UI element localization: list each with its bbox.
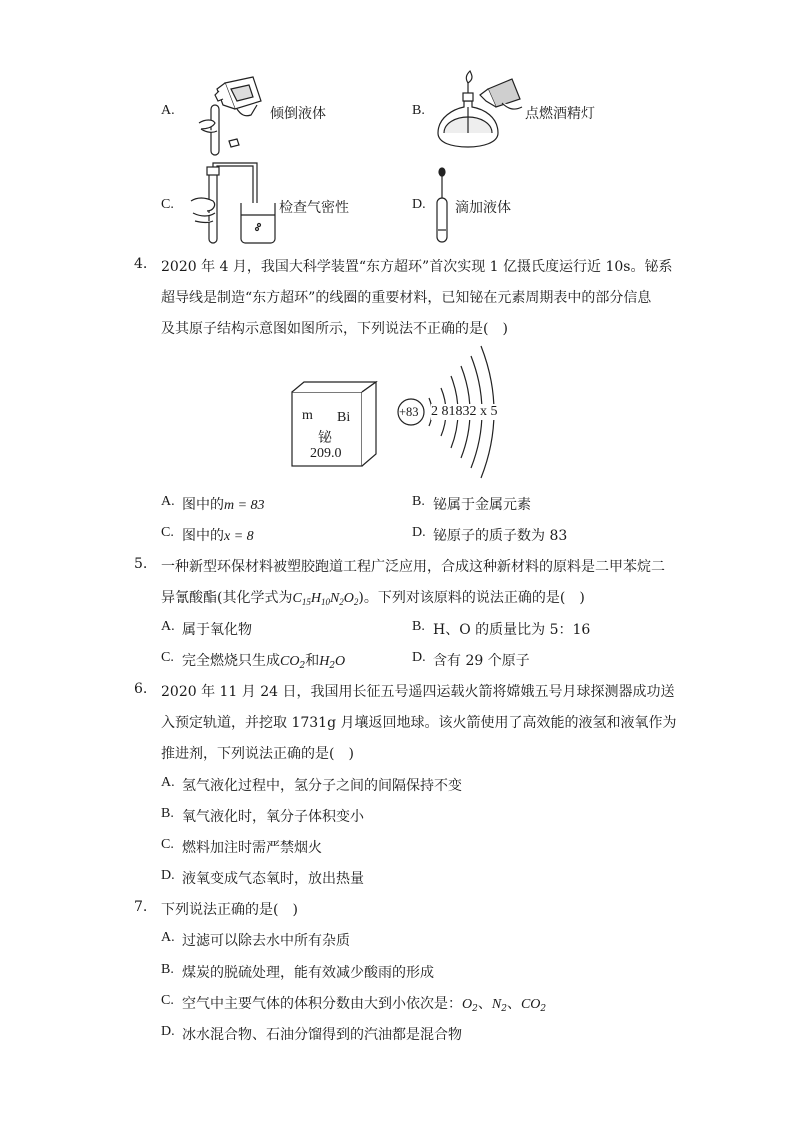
q7-stem: 下列说法正确的是( )	[161, 902, 298, 918]
q5-option-a-letter: A.	[161, 619, 175, 634]
formula-n-sub: 2	[339, 597, 344, 607]
q7-option-b-text: 煤炭的脱硫处理，能有效减少酸雨的形成	[182, 965, 434, 981]
lighting-alcohol-lamp-illustration	[432, 73, 524, 153]
q7-option-c-text	[182, 993, 546, 1014]
q4-option-b-text: 铋属于金属元素	[433, 497, 531, 513]
element-box-m: m	[302, 408, 313, 423]
q5-line-2	[161, 587, 585, 607]
element-box-symbol: Bi	[337, 410, 351, 425]
q5-option-b-letter: B.	[412, 619, 425, 634]
q6-number: 6.	[134, 681, 148, 697]
dropping-liquid-illustration	[434, 168, 450, 244]
q7-option-c-o: O	[462, 997, 473, 1012]
q5-option-c-pre: 完全燃烧只生成	[182, 653, 280, 669]
q3-option-c-label: 检查气密性	[279, 200, 349, 216]
q3-option-d-letter: D.	[412, 197, 426, 212]
q4-line-3: 及其原子结构示意图如图所示，下列说法不正确的是( )	[161, 321, 508, 337]
q7-option-d-text: 冰水混合物、石油分馏得到的汽油都是混合物	[182, 1027, 462, 1043]
q7-option-c-n: N	[491, 997, 502, 1012]
q5-line-2-pre: 异氰酸酯(其化学式为	[161, 590, 293, 606]
q4-option-a-text	[182, 494, 265, 514]
q4-option-a-math: m = 83	[224, 498, 265, 513]
q7-option-d-letter: D.	[161, 1024, 175, 1039]
q3-option-d-label: 滴加液体	[455, 200, 511, 216]
q4-option-a-pre: 图中的	[182, 497, 224, 513]
q7-option-c-letter: C.	[161, 993, 174, 1008]
q6-option-c-letter: C.	[161, 837, 174, 852]
q5-formula	[292, 591, 358, 606]
q5-option-c-co-sub: 2	[299, 661, 306, 671]
q4-option-c-text	[182, 525, 254, 545]
q5-option-a-text: 属于氧化物	[182, 622, 252, 638]
q7-option-c-pre: 空气中主要气体的体积分数由大到小依次是：	[182, 996, 462, 1012]
q3-option-b-label: 点燃酒精灯	[525, 106, 595, 122]
q3-option-c-letter: C.	[161, 197, 174, 212]
formula-o: O	[343, 591, 354, 606]
q5-option-c-co: CO	[280, 654, 300, 669]
formula-o-sub: 2	[353, 597, 359, 607]
q6-line-1: 2020 年 11 月 24 日，我国用长征五号遥四运载火箭将嫦娥五号月球探测器成功送	[161, 684, 675, 700]
element-box-name: 铋	[318, 430, 332, 446]
q4-option-b-letter: B.	[412, 494, 425, 509]
q7-option-a-letter: A.	[161, 930, 175, 945]
atom-nucleus-charge: +83	[399, 405, 419, 419]
q6-line-3: 推进剂，下列说法正确的是( )	[161, 746, 354, 762]
q7-option-c-o-sub: 2	[472, 1004, 478, 1014]
q4-option-a-letter: A.	[161, 494, 175, 509]
q5-option-c-h-sub: 2	[329, 661, 336, 671]
q5-line-1: 一种新型环保材料被塑胶跑道工程广泛应用，合成这种新材料的原料是二甲苯烷二	[161, 559, 665, 575]
q7-number: 7.	[134, 899, 148, 915]
q5-number: 5.	[134, 556, 148, 572]
formula-c: C	[292, 591, 302, 606]
q7-option-c-co: CO	[520, 997, 541, 1012]
q6-option-b-text: 氧气液化时，氧分子体积变小	[182, 809, 364, 825]
q5-option-d-letter: D.	[412, 650, 426, 665]
q6-line-2: 入预定轨道，并挖取 1731g 月壤返回地球。该火箭使用了高效能的液氢和液氧作为	[161, 715, 677, 731]
q3-option-a-label: 倾倒液体	[270, 106, 326, 122]
q7-option-b-letter: B.	[161, 962, 174, 977]
q7-option-c-n-sub: 2	[501, 1004, 507, 1014]
q4-line-1: 2020 年 4 月，我国大科学装置“东方超环”首次实现 1 亿摄氏度运行近 10s。铋系	[161, 259, 673, 275]
q5-option-c-text	[182, 650, 345, 671]
q5-option-c-letter: C.	[161, 650, 174, 665]
formula-c-sub: 15	[301, 597, 311, 607]
q5-option-c-and: 和	[305, 653, 320, 669]
q4-option-c-pre: 图中的	[182, 528, 224, 544]
formula-h-sub: 10	[320, 597, 330, 607]
formula-h: H	[310, 591, 321, 606]
q6-option-a-text: 氢气液化过程中，氢分子之间的间隔保持不变	[182, 778, 462, 794]
q6-option-d-text: 液氧变成气态氧时，放出热量	[182, 871, 364, 887]
q3-option-b-letter: B.	[412, 103, 425, 118]
element-box-mass: 209.0	[310, 446, 342, 461]
q4-option-d-letter: D.	[412, 525, 426, 540]
q6-option-c-text: 燃料加注时需严禁烟火	[182, 840, 322, 856]
q6-option-b-letter: B.	[161, 806, 174, 821]
q7-option-a-text: 过滤可以除去水中所有杂质	[182, 933, 350, 949]
q5-line-2-post: )。下列对该原料的说法正确的是( )	[358, 590, 585, 606]
q4-line-2: 超导线是制造“东方超环”的线圈的重要材料，已知铋在元素周期表中的部分信息	[161, 290, 652, 306]
atom-electron-shells: 2 81832 x 5	[431, 404, 498, 419]
q7-option-c-co-sub: 2	[540, 1004, 547, 1014]
q4-option-d-text: 铋原子的质子数为 83	[433, 528, 568, 544]
q5-option-d-text: 含有 29 个原子	[433, 653, 530, 669]
q3-option-a-letter: A.	[161, 103, 175, 118]
formula-n: N	[329, 591, 340, 606]
q6-option-d-letter: D.	[161, 868, 175, 883]
q7-option-c-sep-1: 、	[477, 996, 492, 1012]
q4-option-c-math: x = 8	[224, 529, 254, 544]
q4-option-c-letter: C.	[161, 525, 174, 540]
q7-option-c-sep-2: 、	[506, 996, 521, 1012]
q6-option-a-letter: A.	[161, 775, 175, 790]
checking-airtightness-illustration	[183, 163, 279, 245]
q5-option-c-o: O	[335, 654, 346, 669]
q5-option-c-h: H	[319, 654, 330, 669]
q4-number: 4.	[134, 256, 148, 272]
q5-option-b-text: H、O 的质量比为 5：16	[433, 622, 591, 638]
pouring-liquid-illustration	[185, 75, 265, 160]
